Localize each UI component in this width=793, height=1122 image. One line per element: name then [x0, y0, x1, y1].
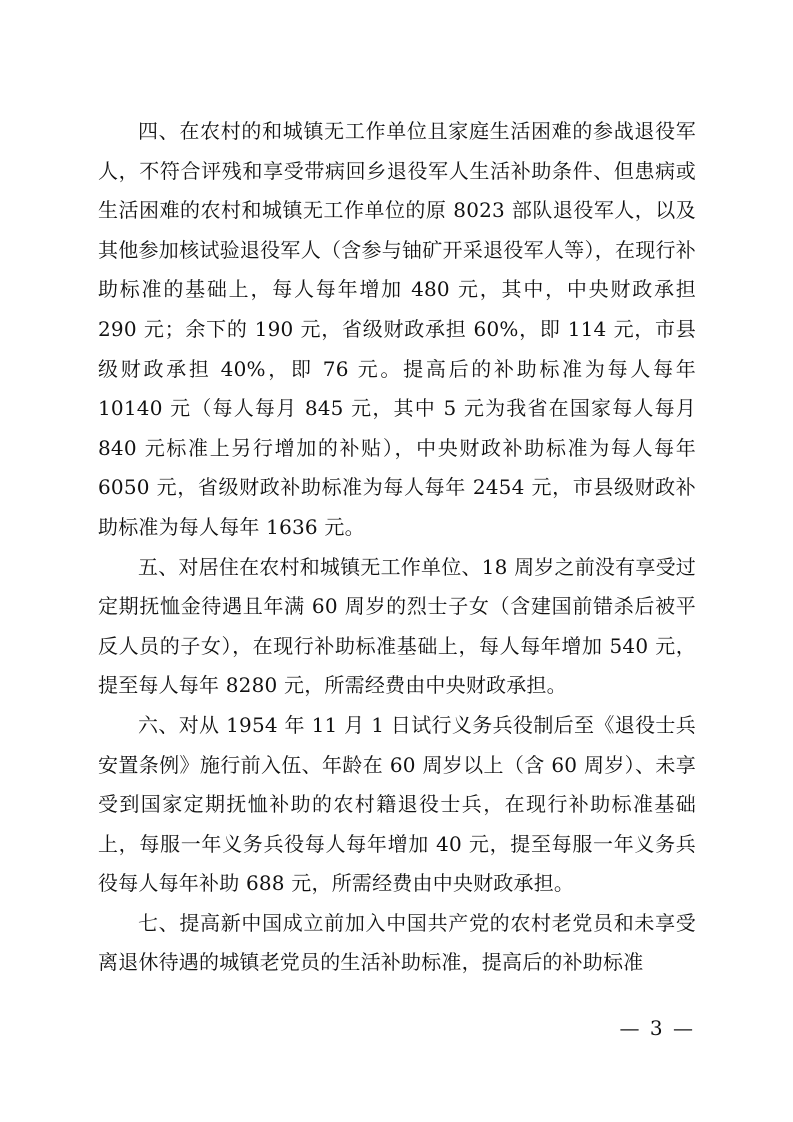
paragraph-item-7: 七、提高新中国成立前加入中国共产党的农村老党员和未享受离退休待遇的城镇老党员的生活补助标准，提高后的补助标准	[98, 910, 696, 975]
paragraph-item-4: 四、在农村的和城镇无工作单位且家庭生活困难的参战退役军人，不符合评残和享受带病回乡退役军人生活补助条件、但患病或生活困难的农村和城镇无工作单位的原 8023 部队退役军人，以及其他参加核试验退役军人（含参与铀矿开采退役军人等），在现行补助标准的基础上，每人每年增加 480 元，其中，中央财政承担 290 元；余下的 190 元，省级财政承担 60%，即 114 元，市县级财政承担 40%，即 76 元。提高后的补助标准为每人每年 10140 元（每人每月 845 元，其中 5 元为我省在国家每人每月 840 元标准上另行增加的补贴），中央财政补助标准为每人每年 6050 元，省级财政补助标准为每人每年 2454 元，市县级财政补助标准为每人每年 1636 元。	[98, 119, 696, 539]
paragraph-item-5: 五、对居住在农村和城镇无工作单位、18 周岁之前没有享受过定期抚恤金待遇且年满 60 周岁的烈士子女（含建国前错杀后被平反人员的子女），在现行补助标准基础上，每人每年增加 540 元，提至每人每年 8280 元，所需经费由中央财政承担。	[98, 554, 696, 698]
page-number: — 3 —	[619, 1016, 695, 1040]
document-body	[98, 112, 696, 983]
paragraph-item-6: 六、对从 1954 年 11 月 1 日试行义务兵役制后至《退役士兵安置条例》施行前入伍、年龄在 60 周岁以上（含 60 周岁）、未享受到国家定期抚恤补助的农村籍退役士兵，在现行补助标准基础上，每服一年义务兵役每人每年增加 40 元，提至每服一年义务兵役每人每年补助 688 元，所需经费由中央财政承担。	[98, 712, 696, 896]
